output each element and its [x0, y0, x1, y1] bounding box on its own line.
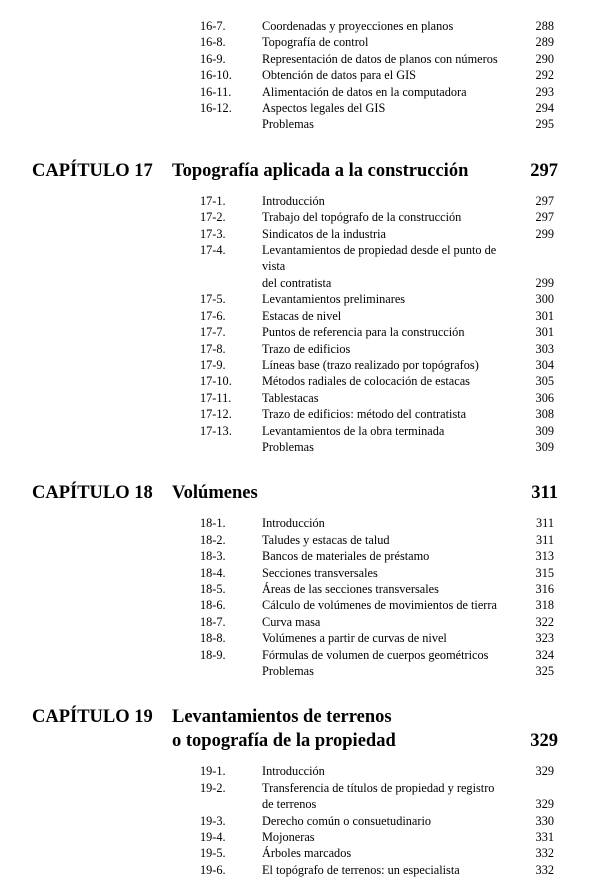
toc-entry-page-number: 311 — [536, 532, 554, 547]
toc-entry-number: 17-4. — [200, 243, 226, 258]
toc-entry[interactable] — [30, 597, 558, 613]
toc-entry-title: Introducción — [262, 193, 325, 208]
toc-entry-page-number: 304 — [535, 357, 554, 372]
toc-entry-number: 17-9. — [200, 357, 226, 372]
toc-entry[interactable] — [30, 308, 558, 324]
toc-entry-title: Tablestacas — [262, 390, 319, 405]
toc-entry-title: Sindicatos de la industria — [262, 226, 386, 241]
toc-entry[interactable] — [30, 548, 558, 564]
toc-entry-page-number: 329 — [535, 764, 554, 779]
toc-chapter-title — [172, 159, 514, 183]
toc-entry[interactable] — [30, 275, 558, 291]
toc-chapter-page-number: 311 — [531, 483, 558, 504]
toc-entry[interactable] — [30, 614, 558, 630]
toc-entry-page-number: 297 — [535, 210, 554, 225]
toc-entry-title: Métodos radiales de colocación de estacas — [262, 374, 470, 389]
toc-entry-title: Trazo de edificios: método del contratista — [262, 407, 467, 422]
toc-entry-number: 18-8. — [200, 631, 226, 646]
toc-entry-number: 18-9. — [200, 647, 226, 662]
toc-entry[interactable] — [30, 373, 558, 389]
toc-entry-number: 17-11. — [200, 390, 232, 405]
toc-entry-page-number: 332 — [535, 862, 554, 877]
toc-entry-page-number: 295 — [535, 117, 554, 132]
toc-entry-title: Líneas base (trazo realizado por topógrafos) — [262, 357, 479, 372]
toc-entry-title: Trazo de edificios — [262, 341, 351, 356]
toc-entry[interactable] — [30, 532, 558, 548]
toc-entry-number: 19-6. — [200, 862, 226, 877]
toc-entry[interactable] — [30, 390, 558, 406]
toc-entry-title: Levantamientos preliminares — [262, 292, 406, 307]
toc-chapter-title-line2: o topografía de la propiedad — [172, 731, 396, 752]
toc-entry-page-number: 292 — [535, 68, 554, 83]
toc-entry-page-number: 303 — [535, 341, 554, 356]
toc-entry-page-number: 293 — [535, 84, 554, 99]
toc-entry-page-number: 290 — [535, 51, 554, 66]
toc-chapter-heading[interactable] — [30, 481, 558, 505]
toc-entry-page-number: 330 — [535, 813, 554, 828]
toc-chapter-label: CAPÍTULO 19 — [32, 707, 153, 728]
toc-entry-page-number: 318 — [535, 598, 554, 613]
toc-entry-page-number: 315 — [535, 565, 554, 580]
toc-entry-number: 19-1. — [200, 764, 226, 779]
toc-entry-number: 17-1. — [200, 193, 226, 208]
toc-entry-page-number: 332 — [535, 846, 554, 861]
toc-entry-title: Topografía de control — [262, 35, 369, 50]
toc-entry-number: 16-10. — [200, 68, 232, 83]
toc-entry-number: 18-5. — [200, 581, 226, 596]
toc-entry-title: Introducción — [262, 516, 325, 531]
toc-entry[interactable] — [30, 829, 558, 845]
toc-entry-page-number: 325 — [535, 664, 554, 678]
toc-entry-title: Mojoneras — [262, 830, 315, 845]
toc-entry[interactable] — [30, 796, 558, 812]
toc-chapter-title — [172, 481, 514, 505]
toc-entry-page-number: 301 — [535, 308, 554, 323]
toc-entry-number: 16-11. — [200, 84, 232, 99]
toc-entry-title: Puntos de referencia para la construcción — [262, 325, 465, 340]
toc-entry-title: Problemas — [262, 117, 314, 132]
toc-entry[interactable] — [30, 357, 558, 373]
toc-entry-number: 16-7. — [200, 19, 226, 33]
toc-entry-page-number: 329 — [535, 797, 554, 812]
toc-chapter-title-line1: Topografía aplicada a la construcción — [172, 160, 469, 181]
toc-entry[interactable] — [30, 647, 558, 663]
toc-entry[interactable] — [30, 423, 558, 439]
toc-entry-page-number: 331 — [535, 830, 554, 845]
toc-chapter-entries — [30, 515, 558, 679]
toc-entry[interactable] — [30, 341, 558, 357]
toc-entry[interactable] — [30, 862, 558, 878]
toc-entry-page-number: 288 — [535, 19, 554, 33]
toc-entry-number: 17-6. — [200, 308, 226, 323]
toc-entry-page-number: 300 — [535, 292, 554, 307]
toc-entry-number: 19-4. — [200, 830, 226, 845]
toc-entry-title: Problemas — [262, 664, 314, 678]
toc-entry-page-number: 305 — [535, 374, 554, 389]
toc-entry-number: 17-13. — [200, 423, 232, 438]
toc-entry[interactable] — [30, 439, 558, 455]
toc-chapter-entries — [30, 763, 558, 878]
toc-entry[interactable] — [30, 84, 558, 100]
toc-entry[interactable] — [30, 34, 558, 50]
toc-entry-page-number: 299 — [535, 226, 554, 241]
toc-entry-number: 18-1. — [200, 516, 226, 531]
toc-entry-page-number: 299 — [535, 275, 554, 290]
toc-entry[interactable] — [30, 581, 558, 597]
toc-entry[interactable] — [30, 630, 558, 646]
toc-entry-number: 17-10. — [200, 374, 232, 389]
toc-entry-title: Bancos de materiales de préstamo — [262, 549, 430, 564]
toc-entry-number: 17-8. — [200, 341, 226, 356]
toc-entry[interactable] — [30, 845, 558, 861]
toc-entry-page-number: 309 — [535, 423, 554, 438]
toc-entry-title: Alimentación de datos en la computadora — [262, 84, 467, 99]
toc-entry-number: 17-3. — [200, 226, 226, 241]
toc-chapter-entries — [30, 193, 558, 456]
toc-entry[interactable] — [30, 780, 558, 796]
toc-entry[interactable] — [30, 763, 558, 779]
toc-entry[interactable] — [30, 226, 558, 242]
toc-chapter-title-line1: Volúmenes — [172, 483, 258, 504]
toc-entry-page-number: 308 — [535, 407, 554, 422]
toc-entry-number: 17-2. — [200, 210, 226, 225]
toc-entry[interactable] — [30, 100, 558, 116]
toc-entry-title: Problemas — [262, 439, 314, 454]
toc-entry-number: 16-12. — [200, 101, 232, 116]
toc-entry-title: Levantamientos de la obra terminada — [262, 423, 445, 438]
toc-chapter-label: CAPÍTULO 18 — [32, 483, 153, 504]
toc-chapter-heading[interactable] — [30, 705, 558, 753]
toc-entry-number: 19-3. — [200, 813, 226, 828]
toc-entry-title: Volúmenes a partir de curvas de nivel — [262, 631, 447, 646]
toc-entry-title: Cálculo de volúmenes de movimientos de tierra — [262, 598, 497, 613]
toc-entry-number: 18-2. — [200, 532, 226, 547]
toc-entry-title: Curva masa — [262, 614, 321, 629]
toc-entry-title: Representación de datos de planos con números — [262, 51, 498, 66]
toc-entry-number: 18-6. — [200, 598, 226, 613]
toc-entry[interactable] — [30, 67, 558, 83]
toc-entry-title: Coordenadas y proyecciones en planos — [262, 19, 454, 33]
toc-entry-title: Árboles marcados — [262, 846, 352, 861]
toc-chapter-page-number: 329 — [530, 731, 558, 752]
toc-entry[interactable] — [30, 663, 558, 679]
toc-entry-number: 16-8. — [200, 35, 226, 50]
toc-entry-number: 17-7. — [200, 325, 226, 340]
toc-entry[interactable] — [30, 515, 558, 531]
toc-entry-page-number: 306 — [535, 390, 554, 405]
toc-entry-number: 18-4. — [200, 565, 226, 580]
toc-chapter-title-line1: Levantamientos de terrenos — [172, 707, 392, 728]
toc-entry[interactable] — [30, 291, 558, 307]
toc-entry-title: Estacas de nivel — [262, 308, 342, 323]
toc-entry-title: Aspectos legales del GIS — [262, 101, 386, 116]
toc-entry-page-number: 323 — [535, 631, 554, 646]
toc-entry-title: Levantamientos de propiedad desde el punto de vista — [262, 243, 497, 274]
toc-entry-page-number: 311 — [536, 516, 554, 531]
toc-entry-number: 16-9. — [200, 51, 226, 66]
toc-entry-title: del contratista — [262, 275, 332, 290]
toc-entry-title: Áreas de las secciones transversales — [262, 581, 439, 596]
toc-entry-title: Secciones transversales — [262, 565, 378, 580]
toc-entry-page-number: 289 — [535, 35, 554, 50]
toc-entry-title: de terrenos — [262, 797, 317, 812]
toc-entry-page-number: 301 — [535, 325, 554, 340]
toc-chapter-title — [172, 705, 514, 753]
toc-chapter-heading[interactable] — [30, 159, 558, 183]
toc-entry-title: Derecho común o consuetudinario — [262, 813, 432, 828]
toc-chapter-list — [30, 159, 558, 878]
toc-entry-page-number: 294 — [535, 101, 554, 116]
toc-entry[interactable] — [30, 242, 558, 275]
toc-entry-title: Introducción — [262, 764, 325, 779]
toc-chapter-label: CAPÍTULO 17 — [32, 160, 153, 181]
toc-entry-number: 18-7. — [200, 614, 226, 629]
toc-entry-title: Obtención de datos para el GIS — [262, 68, 417, 83]
toc-entry-number: 19-2. — [200, 780, 226, 795]
toc-chapter-page-number: 297 — [530, 160, 558, 181]
toc-entry-number: 17-12. — [200, 407, 232, 422]
toc-entry-title: Transferencia de títulos de propiedad y registro — [262, 780, 495, 795]
toc-entry-title: El topógrafo de terrenos: un especialista — [262, 862, 460, 877]
toc-entry-page-number: 324 — [535, 647, 554, 662]
toc-entry[interactable] — [30, 193, 558, 209]
toc-entry[interactable] — [30, 18, 558, 34]
toc-entry-page-number: 297 — [535, 193, 554, 208]
toc-entry[interactable] — [30, 324, 558, 340]
toc-entry-number: 17-5. — [200, 292, 226, 307]
toc-entry-page-number: 309 — [535, 439, 554, 454]
toc-entry-page-number: 313 — [535, 549, 554, 564]
toc-entry-title: Fórmulas de volumen de cuerpos geométricos — [262, 647, 489, 662]
toc-entry[interactable] — [30, 565, 558, 581]
toc-entry-number: 19-5. — [200, 846, 226, 861]
toc-group-chapter-16 — [30, 18, 558, 133]
toc-entry[interactable] — [30, 116, 558, 132]
toc-entry-number: 18-3. — [200, 549, 226, 564]
toc-entry[interactable] — [30, 813, 558, 829]
toc-entry[interactable] — [30, 209, 558, 225]
toc-entry[interactable] — [30, 51, 558, 67]
toc-entry-page-number: 322 — [535, 614, 554, 629]
toc-entry[interactable] — [30, 406, 558, 422]
toc-entry-title: Trabajo del topógrafo de la construcción — [262, 210, 462, 225]
toc-entry-page-number: 316 — [535, 581, 554, 596]
toc-entry-title: Taludes y estacas de talud — [262, 532, 390, 547]
